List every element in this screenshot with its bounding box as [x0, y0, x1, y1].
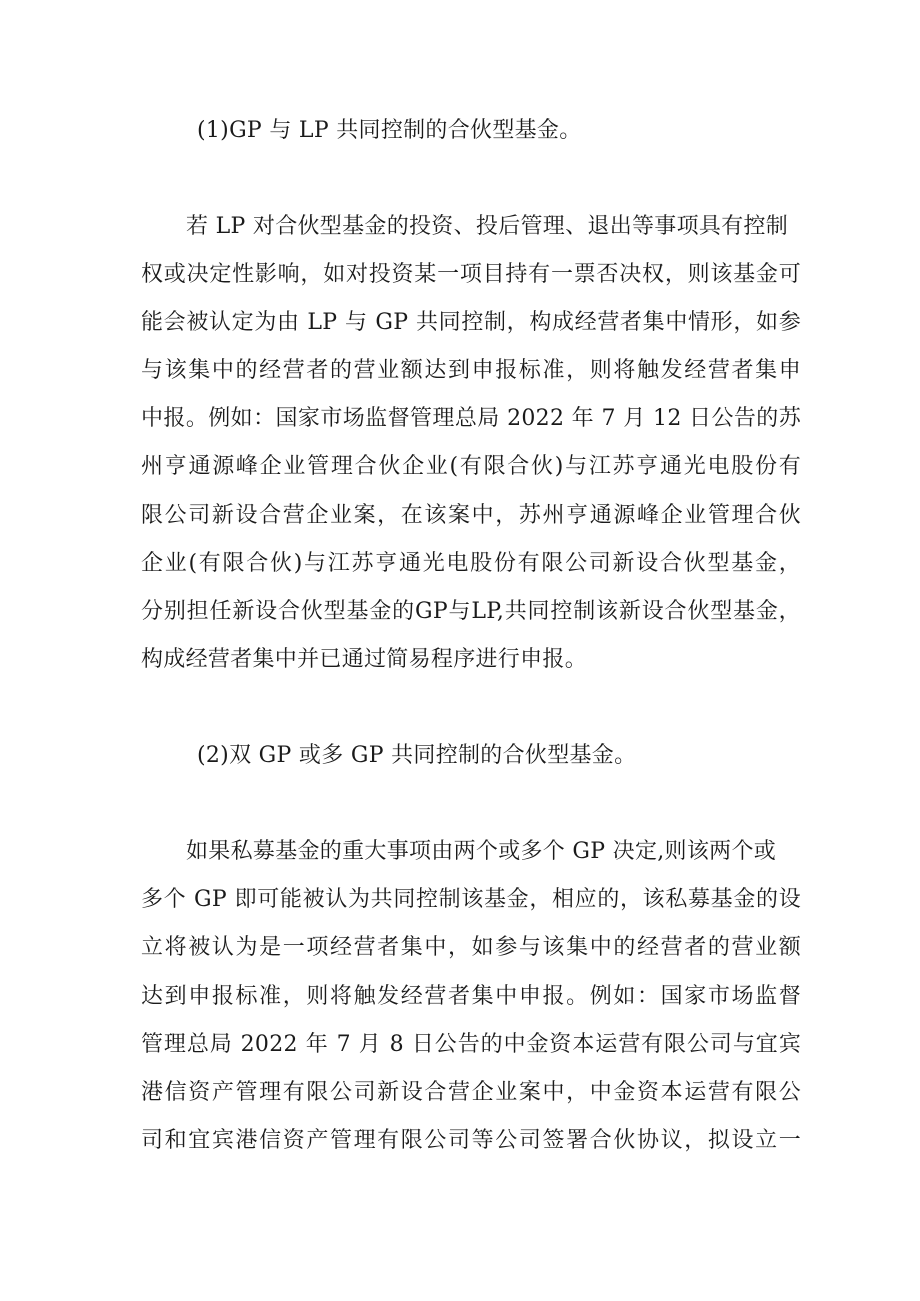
paragraph-line: 企业(有限合伙)与江苏亨通光电股份有限公司新设合伙型基金， [141, 551, 801, 576]
paragraph-line: 司和宜宾港信资产管理有限公司等公司签署合伙协议，拟设立一 [141, 1128, 801, 1153]
paragraph-line: 港信资产管理有限公司新设合营企业案中，中金资本运营有限公 [141, 1080, 801, 1105]
paragraph-line: 分别担任新设合伙型基金的GP与LP,共同控制该新设合伙型基金， [141, 599, 801, 624]
paragraph-line: 若 LP 对合伙型基金的投资、投后管理、退出等事项具有控制 [186, 214, 789, 239]
paragraph-line: 立将被认为是一项经营者集中，如参与该集中的经营者的营业额 [141, 935, 801, 960]
paragraph-line: 与该集中的经营者的营业额达到申报标准，则将触发经营者集申 [141, 358, 801, 383]
paragraph-line: 能会被认定为由 LP 与 GP 共同控制，构成经营者集中情形，如参 [141, 310, 801, 335]
section-2-heading: (2)双 GP 或多 GP 共同控制的合伙型基金。 [197, 743, 637, 768]
paragraph-line: 中报。例如：国家市场监督管理总局 2022 年 7 月 12 日公告的苏 [141, 406, 801, 431]
paragraph-line: 管理总局 2022 年 7 月 8 日公告的中金资本运营有限公司与宜宾 [141, 1032, 801, 1057]
paragraph-line: 如果私募基金的重大事项由两个或多个 GP 决定,则该两个或 [186, 839, 777, 864]
paragraph-line: 限公司新设合营企业案，在该案中，苏州亨通源峰企业管理合伙 [141, 503, 801, 528]
paragraph-line: 权或决定性影响，如对投资某一项目持有一票否决权，则该基金可 [141, 262, 801, 287]
paragraph-line: 达到申报标准，则将触发经营者集中申报。例如：国家市场监督 [141, 984, 801, 1009]
paragraph-line: 多个 GP 即可能被认为共同控制该基金，相应的，该私募基金的设 [141, 887, 801, 912]
section-1-heading: (1)GP 与 LP 共同控制的合伙型基金。 [197, 118, 582, 143]
paragraph-line: 州亨通源峰企业管理合伙企业(有限合伙)与江苏亨通光电股份有 [141, 454, 801, 479]
paragraph-line: 构成经营者集中并已通过简易程序进行申报。 [141, 647, 588, 672]
